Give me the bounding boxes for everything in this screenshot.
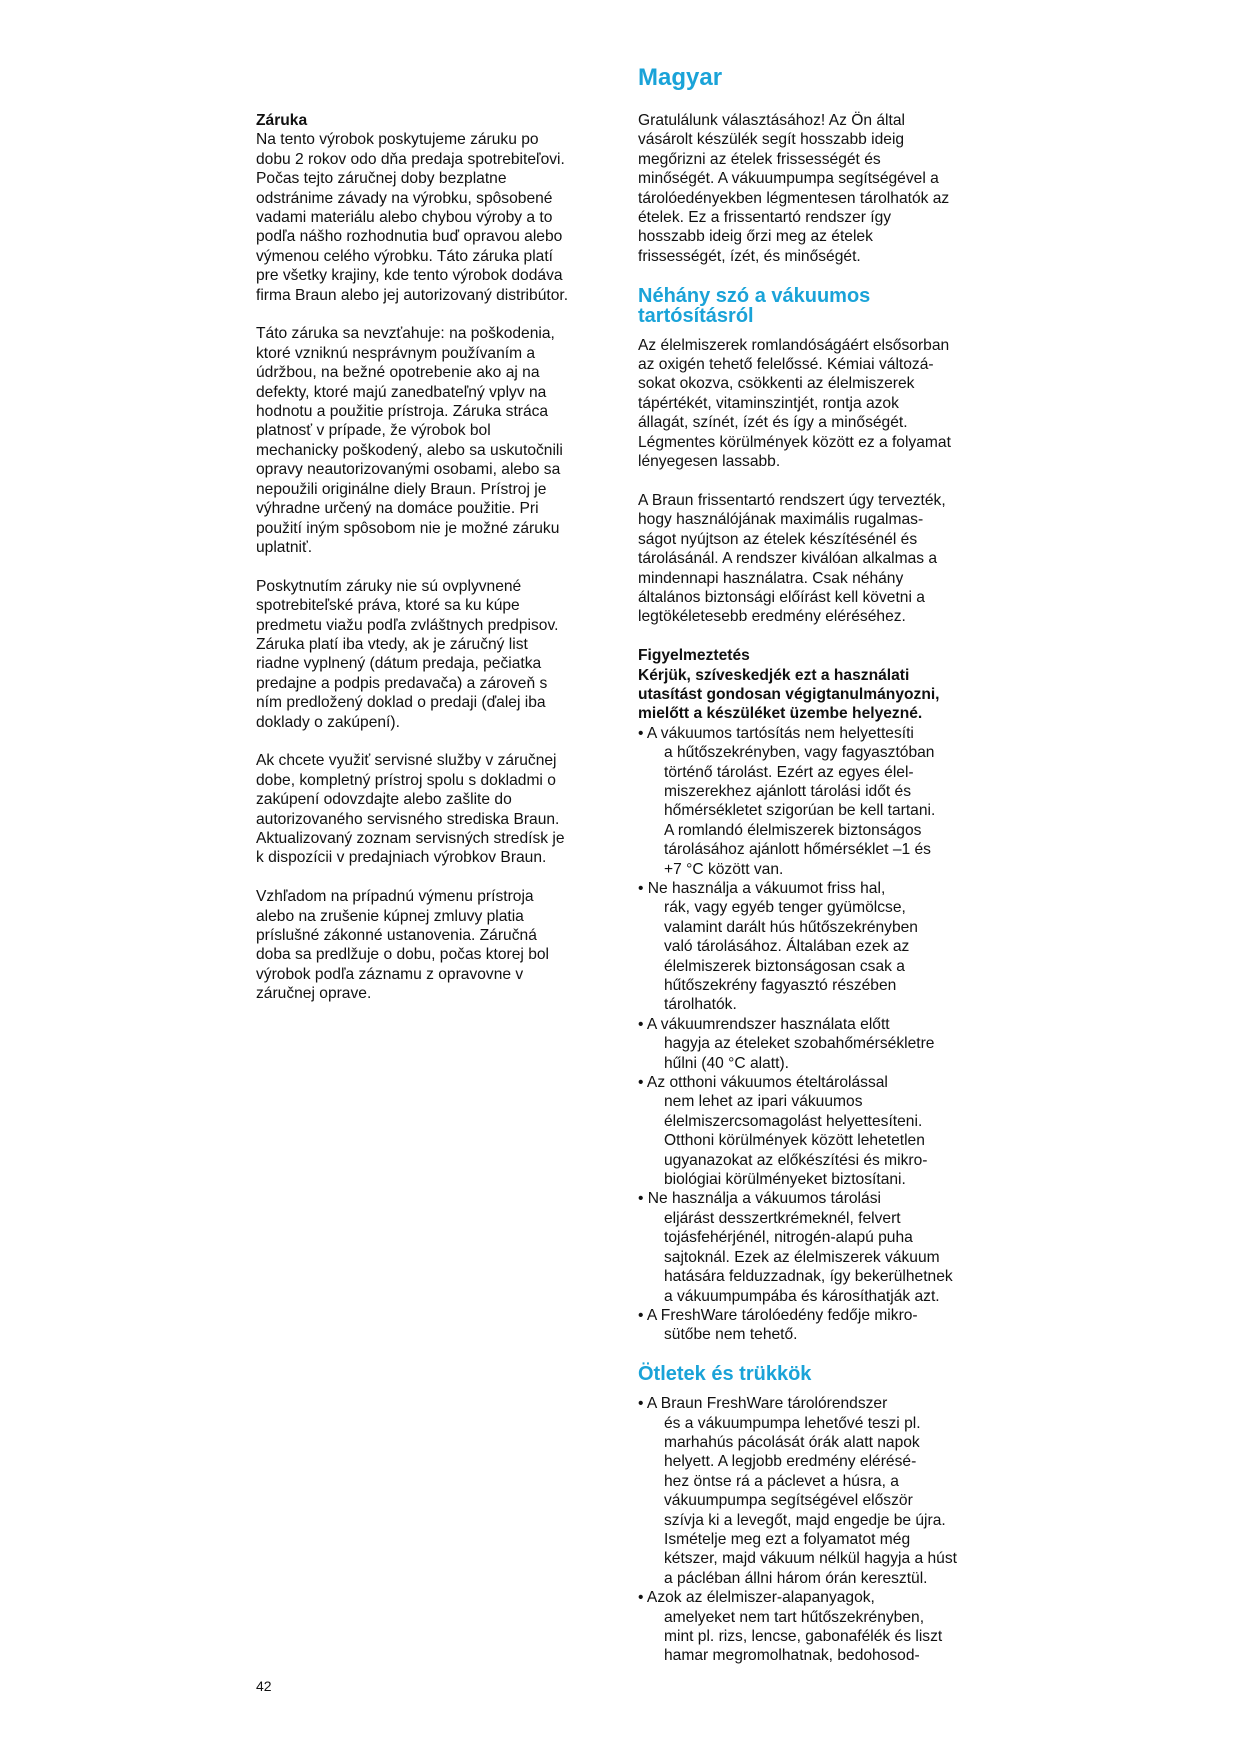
- text-line: údržbou, na bežné opotrebenie ako aj na: [256, 364, 540, 382]
- bullet-line: • A vákuumos tartósítás nem helyettesíti: [638, 724, 914, 742]
- bullet-line: ugyanazokat az előkészítési és mikro-: [664, 1151, 928, 1169]
- text-line: minőségét. A vákuumpumpa segítségével a: [638, 170, 939, 188]
- bullet-item: [638, 724, 998, 879]
- text-line: Gratulálunk választásához! Az Ön által: [638, 112, 905, 129]
- text-line: ságot nyújtson az ételek készítésénél és: [638, 530, 918, 548]
- text-line: frissességét, ízét, és minőségét.: [638, 247, 861, 265]
- text-line: Néhány szó a vákuumos: [638, 284, 871, 307]
- warranty-para-5: [256, 887, 616, 1003]
- warranty-para-3: [256, 577, 616, 732]
- bullet-line: marhahús pácolását órák alatt napok: [664, 1433, 920, 1451]
- text-line: platnosť v prípade, že výrobok bol: [256, 422, 491, 440]
- bullet-item: [638, 1588, 998, 1666]
- text-line: záručnej oprave.: [256, 985, 372, 1003]
- text-line: tápértékét, vitaminszintjét, rontja azok: [638, 394, 899, 412]
- text-line: mielőtt a készüléket üzembe helyezné.: [638, 705, 923, 723]
- bullet-item: [638, 1306, 998, 1345]
- bullet-line: a hűtőszekrényben, vagy fagyasztóban: [664, 744, 935, 762]
- bullet-line: hatására felduzzadnak, így bekerülhetnek: [664, 1268, 953, 1286]
- bullet-line: helyett. A legjobb eredmény elérésé-: [664, 1453, 917, 1471]
- text-line: alebo na zrušenie kúpnej zmluvy platia: [256, 907, 524, 925]
- left-column: [256, 111, 616, 1023]
- bullet-line: • A vákuumrendszer használata előtt: [638, 1015, 890, 1033]
- warranty-para-1: [256, 130, 616, 305]
- tips-bullet-list: [638, 1394, 998, 1666]
- bullet-line: • Az otthoni vákuumos ételtárolással: [638, 1074, 888, 1092]
- bullet-line: • A Braun FreshWare tárolórendszer: [638, 1395, 888, 1413]
- bullet-line: sajtoknál. Ezek az élelmiszerek vákuum: [664, 1248, 940, 1266]
- bullet-line: miszerekhez ajánlott tárolási időt és: [664, 782, 912, 800]
- bullet-line: szívja ki a levegőt, majd engedje be újra.: [664, 1511, 946, 1529]
- bullet-line: hőmérsékletet szigorúan be kell tartani.: [664, 802, 936, 820]
- text-line: hogy használójának maximális rugalmas-: [638, 511, 924, 529]
- text-line: Ak chcete využiť servisné služby v záručnej: [256, 752, 557, 770]
- text-line: opravy neautorizovanými osobami, alebo sa: [256, 461, 561, 479]
- bullet-line: • A FreshWare tárolóedény fedője mikro-: [638, 1306, 918, 1324]
- bullet-line: élelmiszercsomagolást helyettesíteni.: [664, 1112, 923, 1130]
- text-line: Aktualizovaný zoznam servisných stredísk je: [256, 829, 565, 847]
- text-line: állagát, színét, ízét és így a minőségét.: [638, 414, 908, 432]
- bullet-line: hamar megromolhatnak, bedohosod-: [664, 1647, 920, 1665]
- warning-bullet-list: [638, 724, 998, 1345]
- bullet-line: tárolásához ajánlott hőmérséklet –1 és: [664, 841, 931, 859]
- text-line: predajne a podpis predavača) a zároveň s: [256, 674, 548, 692]
- warranty-para-2: [256, 324, 616, 557]
- bullet-line: biológiai körülményeket biztosítani.: [664, 1171, 906, 1189]
- text-line: výrobok podľa záznamu z opravovne v: [256, 965, 524, 983]
- text-line: lényegesen lassabb.: [638, 453, 781, 471]
- text-line: použití iným spôsobom nie je možné záruku: [256, 519, 560, 537]
- bullet-line: tárolhatók.: [664, 996, 737, 1014]
- bullet-line: hűlni (40 °C alatt).: [664, 1054, 789, 1072]
- text-line: autorizovaného servisného strediska Braun.: [256, 810, 560, 828]
- bullet-line: Ismételje meg ezt a folyamatot még: [664, 1530, 911, 1548]
- text-line: Počas tejto záručnej doby bezplatne: [256, 170, 507, 188]
- text-line: Légmentes körülmények között ez a folyamat: [638, 433, 951, 451]
- vacuum-para-2: [638, 491, 998, 627]
- text-line: A Braun frissentartó rendszert úgy tervezték,: [638, 491, 946, 509]
- bullet-item: [638, 879, 998, 1015]
- text-line: firma Braun alebo jej autorizovaný distribútor.: [256, 286, 569, 304]
- bullet-line: tojásfehérjénél, nitrogén-alapú puha: [664, 1229, 913, 1247]
- text-line: tárolásánál. A rendszer kiválóan alkalmas a: [638, 550, 938, 568]
- bullet-line: amelyeket nem tart hűtőszekrényben,: [664, 1608, 925, 1626]
- text-line: odstránime závady na výrobku, spôsobené: [256, 189, 553, 207]
- section-heading-tips: Ötletek és trükkök: [638, 1363, 812, 1386]
- text-line: sokat okozva, csökkenti az élelmiszerek: [638, 375, 915, 393]
- bullet-line: sütőbe nem tehető.: [664, 1326, 798, 1344]
- bullet-item: [638, 1394, 998, 1588]
- section-heading-vacuum: [638, 286, 998, 326]
- text-line: Táto záruka sa nevzťahuje: na poškodenia,: [256, 325, 555, 343]
- text-line: doklady o zakúpení).: [256, 713, 400, 731]
- bullet-line: rák, vagy egyéb tenger gyümölcse,: [664, 899, 906, 917]
- bullet-line: való tárolásához. Általában ezek az: [664, 938, 910, 956]
- right-column: [638, 111, 998, 1666]
- bullet-line: • Azok az élelmiszer-alapanyagok,: [638, 1589, 875, 1607]
- text-line: riadne vyplnený (dátum predaja, pečiatka: [256, 655, 542, 673]
- text-line: dobe, kompletný prístroj spolu s dokladmi o: [256, 771, 556, 789]
- bullet-line: történő tárolást. Ezért az egyes élel-: [664, 763, 914, 781]
- text-line: pre všetky krajiny, kde tento výrobok dodáva: [256, 267, 563, 285]
- text-line: Na tento výrobok poskytujeme záruku po: [256, 131, 539, 149]
- bullet-line: a vákuumpumpába és károsíthatják azt.: [664, 1287, 940, 1305]
- text-line: megőrizni az ételek frissességét és: [638, 150, 881, 168]
- text-line: výmenou celého výrobku. Táto záruka platí: [256, 247, 554, 265]
- text-line: vásárolt készülék segít hosszabb ideig: [638, 131, 905, 149]
- text-line: predmetu viažu podľa zvláštnych predpisov.: [256, 616, 559, 634]
- bullet-line: nem lehet az ipari vákuumos: [664, 1093, 863, 1111]
- bullet-line: vákuumpumpa segítségével először: [664, 1492, 913, 1510]
- text-line: dobu 2 rokov odo dňa predaja spotrebiteľovi.: [256, 150, 565, 168]
- text-line: zakúpení odovzdajte alebo zašlite do: [256, 791, 512, 809]
- bullet-item: [638, 1073, 998, 1189]
- bullet-line: • Ne használja a vákuumot friss hal,: [638, 879, 886, 897]
- bullet-line: Otthoni körülmények között lehetetlen: [664, 1132, 925, 1150]
- warning-title: Figyelmeztetés: [638, 647, 750, 665]
- bullet-line: kétszer, majd vákuum nélkül hagyja a húst: [664, 1550, 957, 1568]
- text-line: tartósításról: [638, 304, 754, 327]
- text-line: príslušné zákonné ustanovenia. Záručná: [256, 927, 537, 944]
- text-line: k dispozícii v predajniach výrobkov Braun.: [256, 849, 547, 867]
- bullet-line: • Ne használja a vákuumos tárolási: [638, 1190, 881, 1208]
- text-line: mindennapi használatra. Csak néhány: [638, 569, 904, 587]
- text-line: hodnotu a použitie prístroja. Záruka stráca: [256, 403, 549, 421]
- text-line: mechanicky poškodený, alebo sa uskutočnili: [256, 441, 563, 459]
- bullet-line: és a vákuumpumpa lehetővé teszi pl.: [664, 1414, 921, 1432]
- bullet-line: hez öntse rá a páclevet a húsra, a: [664, 1472, 899, 1490]
- language-title: Magyar: [638, 64, 723, 91]
- text-line: legtökéletesebb eredmény eléréséhez.: [638, 608, 906, 626]
- bullet-line: a pácléban állni három órán keresztül.: [664, 1569, 928, 1587]
- text-line: Poskytnutím záruky nie sú ovplyvnené: [256, 577, 522, 595]
- text-line: ním predložený doklad o predaji (ďalej iba: [256, 694, 546, 712]
- text-line: ktoré vzniknú nesprávnym používaním a: [256, 344, 536, 362]
- bullet-item: [638, 1015, 998, 1073]
- text-line: doba sa predlžuje o dobu, počas ktorej bol: [256, 946, 550, 964]
- text-line: Záruka platí iba vtedy, ak je záručný list: [256, 635, 528, 653]
- intro-paragraph: [638, 111, 998, 266]
- text-line: tárolóedényekben légmentesen tárolhatók az: [638, 189, 950, 207]
- text-line: Vzhľadom na prípadnú výmenu prístroja: [256, 888, 534, 906]
- warranty-title: Záruka: [256, 112, 308, 129]
- warning-bold-text: [638, 666, 998, 724]
- text-line: vadami materiálu alebo chybou výroby a to: [256, 209, 553, 227]
- text-line: uplatniť.: [256, 538, 313, 556]
- text-line: Az élelmiszerek romlandóságáért elsősorban: [638, 336, 950, 354]
- page-number: 42: [256, 1678, 272, 1694]
- bullet-line: valamint darált hús hűtőszekrényben: [664, 918, 918, 936]
- text-line: spotrebiteľské práva, ktoré sa ku kúpe: [256, 597, 520, 615]
- bullet-line: A romlandó élelmiszerek biztonságos: [664, 821, 922, 839]
- text-line: általános biztonsági előírást kell követni a: [638, 588, 925, 606]
- bullet-line: hűtőszekrény fagyasztó részében: [664, 977, 897, 995]
- text-line: az oxigén tehető felelőssé. Kémiai változá-: [638, 356, 934, 374]
- text-line: nepoužili originálne diely Braun. Prístroj je: [256, 480, 547, 498]
- vacuum-para-1: [638, 336, 998, 472]
- text-line: hosszabb ideig őrzi meg az ételek: [638, 228, 873, 246]
- warranty-para-4: [256, 751, 616, 867]
- bullet-item: [638, 1189, 998, 1305]
- text-line: defekty, ktoré majú zanedbateľný vplyv na: [256, 383, 547, 401]
- text-line: ételek. Ez a frissentartó rendszer így: [638, 209, 892, 227]
- text-line: podľa nášho rozhodnutia buď opravou alebo: [256, 228, 563, 246]
- bullet-line: élelmiszerek biztonságosan csak a: [664, 957, 905, 975]
- text-line: utasítást gondosan végigtanulmányozni,: [638, 685, 940, 703]
- bullet-line: mint pl. rizs, lencse, gabonafélék és liszt: [664, 1628, 943, 1645]
- bullet-line: +7 °C között van.: [664, 860, 784, 878]
- bullet-line: eljárást desszertkrémeknél, felvert: [664, 1209, 901, 1227]
- text-line: Kérjük, szíveskedjék ezt a használati: [638, 666, 910, 684]
- text-line: výhradne určený na domáce použitie. Pri: [256, 500, 539, 518]
- bullet-line: hagyja az ételeket szobahőmérsékletre: [664, 1035, 935, 1053]
